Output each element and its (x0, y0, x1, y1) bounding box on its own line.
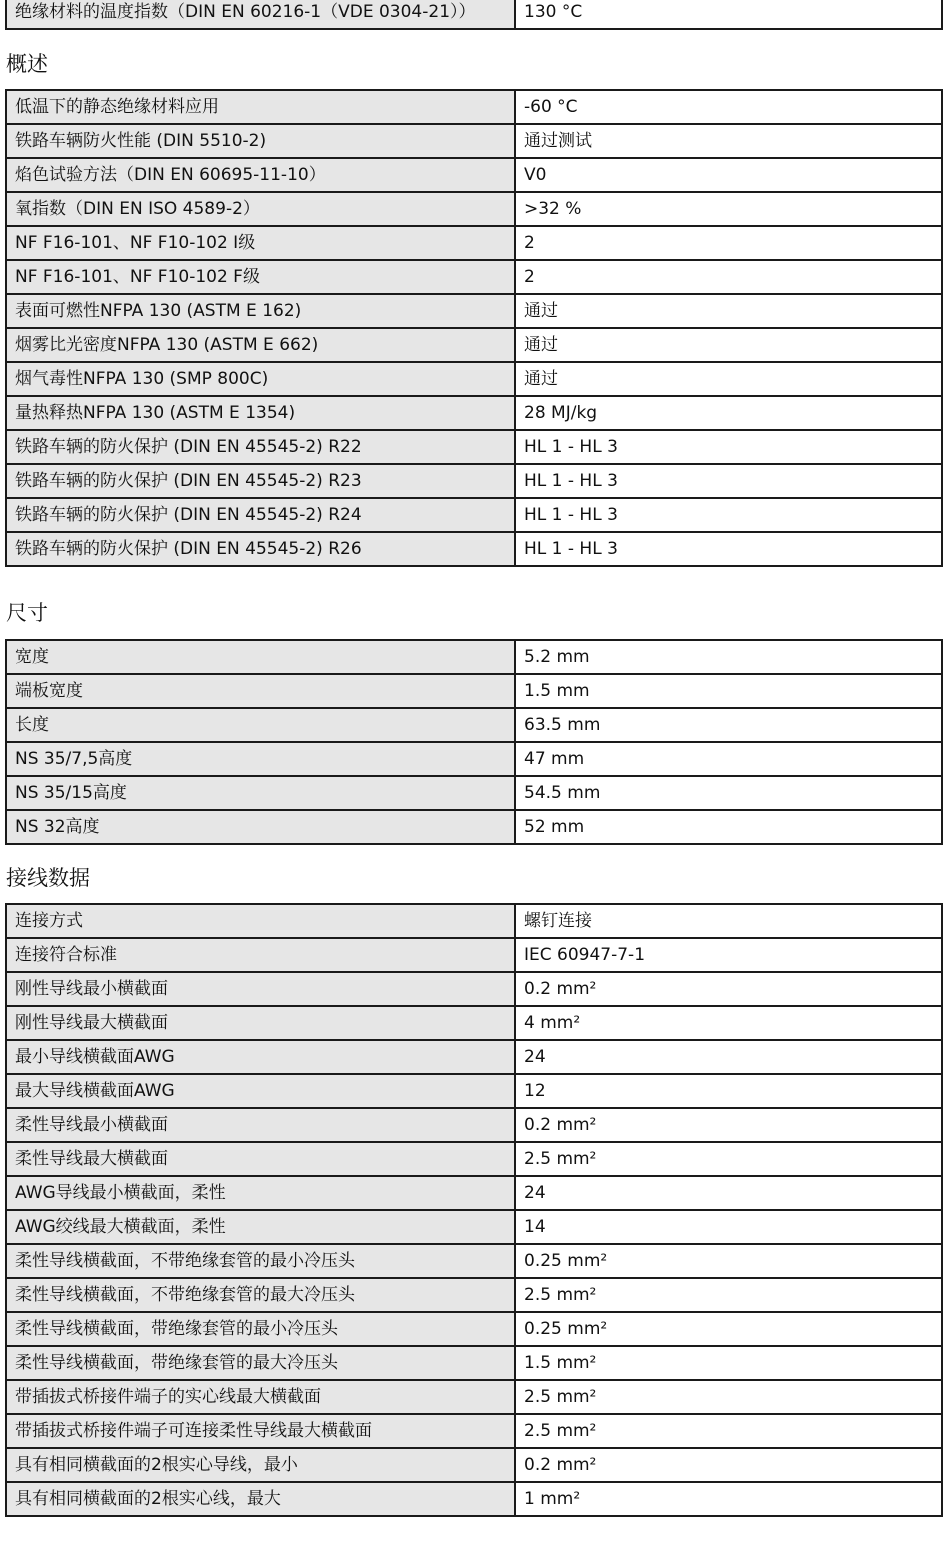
table-row (6, 124, 942, 158)
row-value: 通过 (515, 294, 942, 328)
table-row (6, 674, 942, 708)
row-label: 端板宽度 (6, 674, 515, 708)
row-value: 0.2 mm² (515, 1448, 942, 1482)
row-label: 最小导线横截面AWG (6, 1040, 515, 1074)
row-label: 最大导线横截面AWG (6, 1074, 515, 1108)
row-value: 28 MJ/kg (515, 396, 942, 430)
table-row (6, 810, 942, 844)
table-row (6, 0, 942, 29)
table-row (6, 1346, 942, 1380)
row-value: 2.5 mm² (515, 1278, 942, 1312)
row-label: NS 35/7,5高度 (6, 742, 515, 776)
row-value: 2.5 mm² (515, 1142, 942, 1176)
row-label: 带插拔式桥接件端子可连接柔性导线最大横截面 (6, 1414, 515, 1448)
row-value: 1.5 mm (515, 674, 942, 708)
row-value: HL 1 - HL 3 (515, 430, 942, 464)
row-value: HL 1 - HL 3 (515, 464, 942, 498)
row-label: 柔性导线横截面，不带绝缘套管的最小冷压头 (6, 1244, 515, 1278)
row-label: 烟雾比光密度NFPA 130 (ASTM E 662) (6, 328, 515, 362)
row-value: HL 1 - HL 3 (515, 498, 942, 532)
row-label: 具有相同横截面的2根实心线，最大 (6, 1482, 515, 1516)
table-row (6, 1482, 942, 1516)
row-label: AWG导线最小横截面，柔性 (6, 1176, 515, 1210)
row-value: 54.5 mm (515, 776, 942, 810)
table-row (6, 742, 942, 776)
table-row (6, 158, 942, 192)
table-row (6, 328, 942, 362)
row-value: 4 mm² (515, 1006, 942, 1040)
row-label: 量热释热NFPA 130 (ASTM E 1354) (6, 396, 515, 430)
row-label: AWG绞线最大横截面，柔性 (6, 1210, 515, 1244)
table-row (6, 464, 942, 498)
row-value: 63.5 mm (515, 708, 942, 742)
table-row (6, 1142, 942, 1176)
row-label: 带插拔式桥接件端子的实心线最大横截面 (6, 1380, 515, 1414)
table-row (6, 938, 942, 972)
table-row (6, 396, 942, 430)
row-value: 12 (515, 1074, 942, 1108)
row-label: 具有相同横截面的2根实心导线，最小 (6, 1448, 515, 1482)
table-row (6, 430, 942, 464)
row-label: 表面可燃性NFPA 130 (ASTM E 162) (6, 294, 515, 328)
table-row (6, 1244, 942, 1278)
section-title-wiring: 接线数据 (6, 866, 90, 890)
row-value: 通过 (515, 328, 942, 362)
row-label: 连接符合标准 (6, 938, 515, 972)
table-row (6, 640, 942, 674)
row-label: 长度 (6, 708, 515, 742)
row-label: 铁路车辆的防火保护 (DIN EN 45545-2) R24 (6, 498, 515, 532)
table-row (6, 226, 942, 260)
table-row (6, 1448, 942, 1482)
table-row (6, 90, 942, 124)
row-value: 通过 (515, 362, 942, 396)
table-row (6, 1380, 942, 1414)
row-label: 氧指数（DIN EN ISO 4589-2） (6, 192, 515, 226)
row-label: 焰色试验方法（DIN EN 60695-11-10） (6, 158, 515, 192)
row-value: V0 (515, 158, 942, 192)
temperature-index-table (5, 0, 943, 30)
table-row (6, 1006, 942, 1040)
row-label: 连接方式 (6, 904, 515, 938)
table-row (6, 1414, 942, 1448)
row-value: 52 mm (515, 810, 942, 844)
table-row (6, 192, 942, 226)
table-row (6, 1312, 942, 1346)
section-title-overview: 概述 (6, 52, 48, 76)
table-row (6, 1074, 942, 1108)
row-label: NF F16-101、NF F10-102 F级 (6, 260, 515, 294)
table-row (6, 260, 942, 294)
row-value: 2 (515, 260, 942, 294)
row-value: 0.2 mm² (515, 972, 942, 1006)
table-row (6, 294, 942, 328)
row-value: 47 mm (515, 742, 942, 776)
dimensions-table (5, 639, 943, 845)
row-label: 柔性导线横截面，带绝缘套管的最大冷压头 (6, 1346, 515, 1380)
row-value: 2 (515, 226, 942, 260)
table-row (6, 532, 942, 566)
row-label: 宽度 (6, 640, 515, 674)
row-label: 柔性导线横截面，不带绝缘套管的最大冷压头 (6, 1278, 515, 1312)
row-value: 14 (515, 1210, 942, 1244)
row-value: 0.25 mm² (515, 1244, 942, 1278)
row-value: 2.5 mm² (515, 1380, 942, 1414)
row-label: 刚性导线最小横截面 (6, 972, 515, 1006)
table-row (6, 1278, 942, 1312)
row-value: HL 1 - HL 3 (515, 532, 942, 566)
row-label: 铁路车辆的防火保护 (DIN EN 45545-2) R23 (6, 464, 515, 498)
row-value: 1.5 mm² (515, 1346, 942, 1380)
table-row (6, 708, 942, 742)
row-value: 1 mm² (515, 1482, 942, 1516)
wiring-data-table (5, 903, 943, 1517)
table-row (6, 776, 942, 810)
row-label: NF F16-101、NF F10-102 I级 (6, 226, 515, 260)
row-value: 24 (515, 1040, 942, 1074)
row-label: 柔性导线横截面，带绝缘套管的最小冷压头 (6, 1312, 515, 1346)
row-label: NS 32高度 (6, 810, 515, 844)
row-label: 柔性导线最小横截面 (6, 1108, 515, 1142)
table-row (6, 1108, 942, 1142)
row-label: 铁路车辆的防火保护 (DIN EN 45545-2) R22 (6, 430, 515, 464)
row-label: 铁路车辆防火性能 (DIN 5510-2) (6, 124, 515, 158)
row-value: -60 °C (515, 90, 942, 124)
table-row (6, 498, 942, 532)
row-value: 0.2 mm² (515, 1108, 942, 1142)
section-title-dimensions: 尺寸 (6, 601, 48, 625)
table-row (6, 904, 942, 938)
row-label: 铁路车辆的防火保护 (DIN EN 45545-2) R26 (6, 532, 515, 566)
row-value: 130 °C (515, 0, 942, 29)
row-label: 绝缘材料的温度指数（DIN EN 60216-1（VDE 0304-21）） (6, 0, 515, 29)
row-value: 通过测试 (515, 124, 942, 158)
row-value: 2.5 mm² (515, 1414, 942, 1448)
table-row (6, 1176, 942, 1210)
table-row (6, 972, 942, 1006)
row-value: 螺钉连接 (515, 904, 942, 938)
row-label: 低温下的静态绝缘材料应用 (6, 90, 515, 124)
row-value: 24 (515, 1176, 942, 1210)
row-label: 烟气毒性NFPA 130 (SMP 800C) (6, 362, 515, 396)
row-value: IEC 60947-7-1 (515, 938, 942, 972)
table-row (6, 1210, 942, 1244)
row-value: 0.25 mm² (515, 1312, 942, 1346)
row-label: NS 35/15高度 (6, 776, 515, 810)
row-value: 5.2 mm (515, 640, 942, 674)
table-row (6, 362, 942, 396)
table-row (6, 1040, 942, 1074)
row-value: >32 % (515, 192, 942, 226)
overview-table (5, 89, 943, 567)
row-label: 柔性导线最大横截面 (6, 1142, 515, 1176)
row-label: 刚性导线最大横截面 (6, 1006, 515, 1040)
